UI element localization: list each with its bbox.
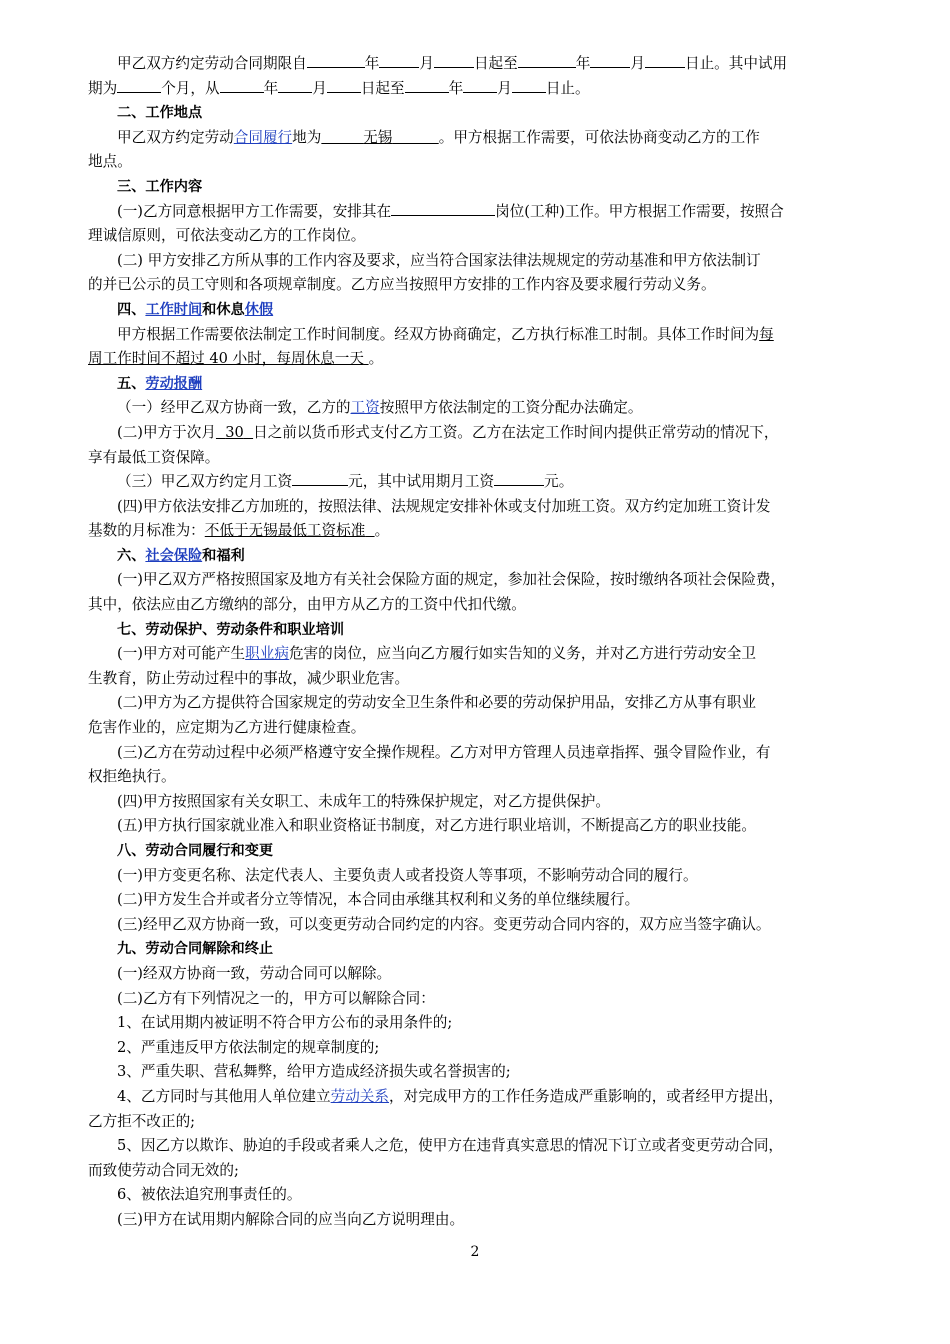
section-3-item-2-cont: 的并已公示的员工守则和各项规章制度。乙方应当按照甲方安排的工作内容及要求履行劳动义务。 — [88, 276, 716, 294]
section-3-item-2: (二) 甲方安排乙方所从事的工作内容及要求，应当符合国家法律法规规定的劳动基准和甲方依法制订 — [117, 251, 761, 269]
blank-probation-end-year[interactable] — [405, 78, 449, 93]
blank-start-month[interactable] — [379, 53, 419, 68]
section-4-paragraph-cont: 周工作时间不超过 40 小时，每周休息一天 。 — [88, 350, 384, 368]
section-2-heading: 二、工作地点 — [117, 105, 203, 122]
section-8-item-3: (三)经甲乙双方协商一致，可以变更劳动合同约定的内容。变更劳动合同内容的，双方应当签字确认。 — [117, 915, 771, 933]
section-7-item-2-cont: 危害作业的，应定期为乙方进行健康检查。 — [88, 719, 366, 737]
blank-probation-start-month[interactable] — [278, 78, 312, 93]
blank-probation-end-day[interactable] — [512, 78, 546, 93]
section-2-paragraph: 甲乙双方约定劳动合同履行地为 无锡 。甲方根据工作需要，可依法协商变动乙方的工作 — [117, 128, 760, 146]
link-labor-relations[interactable]: 劳动关系 — [330, 1087, 389, 1105]
link-contract-performance[interactable]: 合同履行 — [233, 128, 293, 146]
section-7-heading: 七、劳动保护、劳动条件和职业培训 — [117, 621, 345, 638]
blank-probation-end-month[interactable] — [463, 78, 497, 93]
section-5-item-2-cont: 享有最低工资保障。 — [88, 448, 220, 466]
work-hours-value: 周工作时间不超过 40 小时，每周休息一天 — [88, 350, 364, 368]
blank-probation-start-year[interactable] — [220, 78, 264, 93]
section-4-paragraph: 甲方根据工作需要依法制定工作时间制度。经双方协商确定，乙方执行标准工时制。具体工作时间为每 — [117, 325, 774, 343]
link-social-insurance[interactable]: 社会保险 — [145, 547, 203, 564]
section-7-item-1: (一)甲方对可能产生职业病危害的岗位，应当向乙方履行如实告知的义务，并对乙方进行劳动安全卫 — [117, 645, 756, 663]
section-2-paragraph-end: 地点。 — [88, 153, 132, 171]
section-3-item-1: (一)乙方同意根据甲方工作需要，安排其在 岗位(工种)工作。甲方根据工作需要，按照合 — [117, 202, 784, 220]
section-3-heading: 三、工作内容 — [117, 178, 203, 195]
section-9-sub-6: 6、被依法追究刑事责任的。 — [117, 1186, 302, 1204]
section-9-item-1: (一)经双方协商一致，劳动合同可以解除。 — [117, 964, 392, 982]
blank-end-month[interactable] — [590, 53, 630, 68]
section-9-sub-2: 2、严重违反甲方依法制定的规章制度的; — [117, 1038, 380, 1056]
term-line-1: 甲乙双方约定劳动合同期限自 年 月 日起至 年 月 日止。其中试用 — [117, 55, 788, 72]
blank-start-day[interactable] — [434, 53, 474, 68]
document-body — [88, 52, 868, 1233]
section-7-item-3-cont: 权拒绝执行。 — [88, 768, 176, 786]
section-8-item-1: (一)甲方变更名称、法定代表人、主要负责人或者投资人等事项，不影响劳动合同的履行。 — [117, 866, 698, 884]
section-7-item-1-cont: 生教育，防止劳动过程中的事故，减少职业危害。 — [88, 669, 410, 687]
section-4-heading: 四、工作时间和休息休假 — [117, 301, 274, 318]
blank-monthly-wage[interactable] — [292, 471, 348, 486]
work-place-value: 无锡 — [363, 128, 393, 146]
link-occupational-disease[interactable]: 职业病 — [245, 645, 289, 663]
blank-probation-start-day[interactable] — [327, 78, 361, 93]
section-5-item-4-cont: 基数的月标准为：不低于无锡最低工资标准 。 — [88, 522, 390, 540]
section-9-item-2: (二)乙方有下列情况之一的，甲方可以解除合同： — [117, 989, 435, 1007]
link-work-time[interactable]: 工作时间 — [145, 301, 203, 318]
section-9-item-3: (三)甲方在试用期内解除合同的应当向乙方说明理由。 — [117, 1210, 465, 1228]
section-8-item-2: (二)甲方发生合并或者分立等情况，本合同由承继其权利和义务的单位继续履行。 — [117, 891, 640, 909]
section-6-item-1-cont: 其中，依法应由乙方缴纳的部分，由甲方从乙方的工资中代扣代缴。 — [88, 596, 526, 614]
section-6-item-1: (一)甲乙双方严格按照国家及地方有关社会保险方面的规定，参加社会保险，按时缴纳各项社会保险费， — [117, 571, 786, 589]
section-9-sub-4: 4、乙方同时与其他用人单位建立劳动关系，对完成甲方的工作任务造成严重影响的，或者经甲方提出， — [117, 1087, 784, 1105]
section-7-item-4: (四)甲方按照国家有关女职工、未成年工的特殊保护规定，对乙方提供保护。 — [117, 792, 610, 810]
link-leave[interactable]: 休假 — [244, 301, 274, 318]
section-9-heading: 九、劳动合同解除和终止 — [117, 941, 274, 958]
section-9-sub-3: 3、严重失职、营私舞弊，给甲方造成经济损失或名誉损害的; — [117, 1063, 511, 1081]
term-line-2: 期为 个月，从 年 月 日起至 年 月 日止。 — [88, 79, 590, 97]
section-7-item-5: (五)甲方执行国家就业准入和职业资格证书制度，对乙方进行职业培训，不断提高乙方的职业技能。 — [117, 817, 756, 835]
section-5-heading: 五、劳动报酬 — [117, 375, 203, 392]
blank-probation-wage[interactable] — [494, 471, 544, 486]
blank-probation-months[interactable] — [117, 78, 161, 93]
section-3-item-1-cont: 理诚信原则，可依法变动乙方的工作岗位。 — [88, 227, 366, 245]
section-6-heading: 六、社会保险和福利 — [117, 547, 245, 564]
section-5-item-3: （三）甲乙双方约定月工资 元，其中试用期月工资 元。 — [117, 473, 574, 491]
section-5-item-1: （一）经甲乙双方协商一致，乙方的工资按照甲方依法制定的工资分配办法确定。 — [117, 399, 643, 417]
section-9-sub-4-cont: 乙方拒不改正的; — [88, 1112, 196, 1130]
pay-day-value: 30 — [225, 423, 244, 441]
link-remuneration[interactable]: 劳动报酬 — [145, 375, 203, 392]
overtime-base-value: 不低于无锡最低工资标准 — [204, 522, 366, 540]
blank-position[interactable] — [391, 201, 495, 216]
section-7-item-2: (二)甲方为乙方提供符合国家规定的劳动安全卫生条件和必要的劳动保护用品，安排乙方从事有职业 — [117, 694, 756, 712]
link-wage[interactable]: 工资 — [350, 399, 380, 417]
page-number: 2 — [470, 1244, 480, 1260]
blank-end-year[interactable] — [518, 53, 576, 68]
blank-start-year[interactable] — [307, 53, 365, 68]
section-9-sub-5-cont: 而致使劳动合同无效的; — [88, 1161, 239, 1179]
section-8-heading: 八、劳动合同履行和变更 — [117, 843, 274, 859]
section-9-sub-5: 5、因乙方以欺诈、胁迫的手段或者乘人之危，使甲方在违背真实意思的情况下订立或者变更劳动合同， — [117, 1137, 784, 1155]
section-9-sub-1: 1、在试用期内被证明不符合甲方公布的录用条件的; — [117, 1014, 453, 1032]
section-5-item-4: (四)甲方依法安排乙方加班的，按照法律、法规规定安排补休或支付加班工资。双方约定加班工资计发 — [117, 497, 771, 515]
section-7-item-3: (三)乙方在劳动过程中必须严格遵守安全操作规程。乙方对甲方管理人员违章指挥、强令冒险作业，有 — [117, 743, 771, 761]
section-5-item-2: (二)甲方于次月 30 日之前以货币形式支付乙方工资。乙方在法定工作时间内提供正常劳动的情况下， — [117, 423, 779, 441]
blank-end-day[interactable] — [645, 53, 685, 68]
